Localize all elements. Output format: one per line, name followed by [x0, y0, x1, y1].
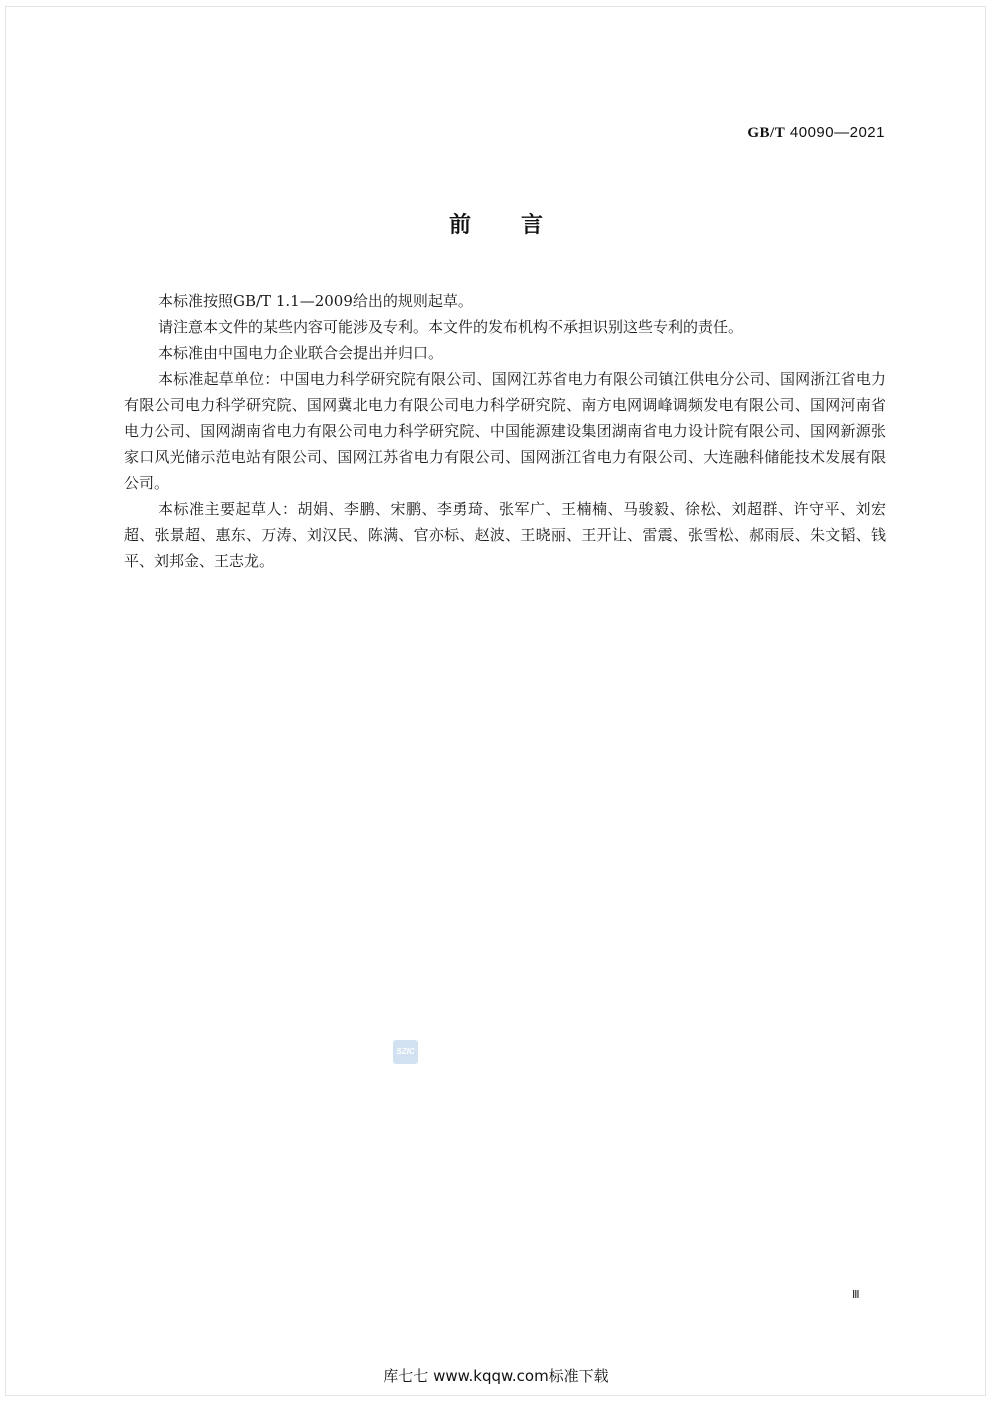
- paragraph-drafting-units: 本标准起草单位：中国电力科学研究院有限公司、国网江苏省电力有限公司镇江供电分公司、国网浙江省电力有限公司电力科学研究院、国网冀北电力有限公司电力科学研究院、南方电网调峰调频发电有限公司、国网河南省电力公司、国网湖南省电力有限公司电力科学研究院、中国能源建设集团湖南省电力设计院有限公司、国网新源张家口风光储示范电站有限公司、国网江苏省电力有限公司、国网浙江省电力有限公司、大连融科储能技术发展有限公司。: [124, 370, 886, 492]
- page-number: Ⅲ: [852, 1289, 859, 1301]
- paragraph-drafting-rules: 本标准按照GB/T 1.1—2009给出的规则起草。: [158, 292, 473, 310]
- paragraph-drafters: 本标准主要起草人：胡娟、李鹏、宋鹏、李勇琦、张军广、王楠楠、马骏毅、徐松、刘超群、许守平、刘宏超、张景超、惠东、万涛、刘汉民、陈满、官亦标、赵波、王晓丽、王开让、雷震、张雪松、郝雨辰、朱文韬、钱平、刘邦金、王志龙。: [124, 500, 886, 570]
- standard-code-prefix: GB/T: [747, 125, 786, 141]
- footer-download-text: 库七七 www.kqqw.com标准下载: [383, 1367, 609, 1385]
- standard-code-number: 40090—2021: [789, 124, 885, 141]
- watermark-logo-icon: SZIC: [393, 1040, 418, 1064]
- standard-code: [747, 124, 885, 142]
- foreword-body: [124, 288, 886, 574]
- paragraph-patent-notice: 请注意本文件的某些内容可能涉及专利。本文件的发布机构不承担识别这些专利的责任。: [158, 318, 744, 336]
- paragraph-proposer: 本标准由中国电力企业联合会提出并归口。: [158, 344, 444, 362]
- page-title: 前言: [448, 212, 593, 238]
